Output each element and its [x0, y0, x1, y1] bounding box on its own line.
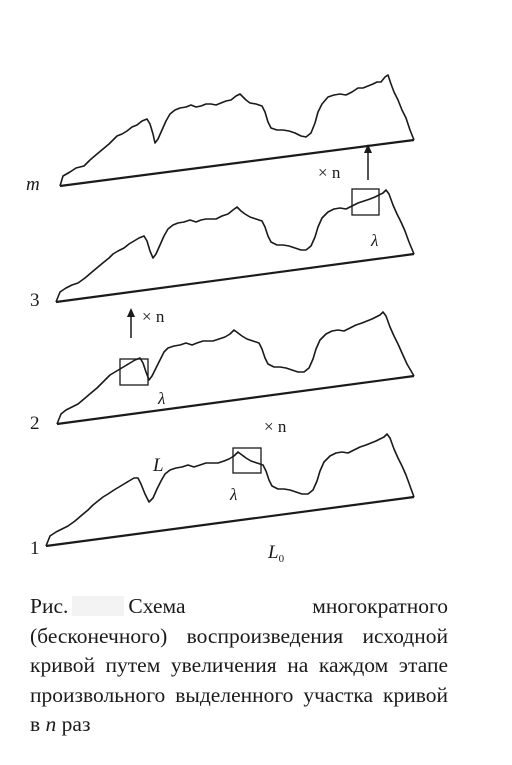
curve-2: [57, 312, 414, 424]
stage-2: [30, 312, 414, 436]
baseline-2: [57, 376, 414, 424]
stage-label-m: m: [26, 174, 40, 195]
caption-prefix: Рис.: [30, 594, 69, 618]
caption-n: n: [45, 712, 57, 736]
stage-label-3: 3: [30, 290, 40, 311]
caption-text: Схема многократного (бесконечного) воспроизведения исходной кривой путем увеличения на каждом этапе произвольного выделенного участка кривой в: [30, 594, 448, 736]
magnify-label-m: × n: [318, 163, 341, 182]
figure-caption: [30, 592, 448, 740]
baseline-1: [46, 497, 414, 546]
up-arrow-head-2: [127, 308, 135, 317]
lambda-label-1: λ: [230, 485, 238, 504]
lambda-label-3: λ: [371, 231, 379, 250]
curve-3: [56, 190, 414, 302]
caption-suffix: раз: [56, 712, 91, 736]
baseline-3: [56, 254, 414, 302]
figure-number-blank: [72, 596, 124, 616]
magnify-label-1: × n: [264, 417, 287, 436]
stage-1: [30, 434, 414, 565]
stage-label-2: 2: [30, 413, 40, 434]
stage-3: [30, 189, 414, 311]
baseline-m: [60, 140, 414, 186]
stage-label-1: 1: [30, 538, 40, 559]
lambda-label-2: λ: [158, 389, 166, 408]
baseline-label-L0: $L_0$: [268, 542, 285, 565]
curve-m: [60, 75, 414, 186]
stage-m: [26, 75, 414, 195]
curve-label-L: L: [153, 455, 164, 476]
magnify-arrow-2-to-3: [127, 307, 165, 338]
selection-box-3: [352, 189, 379, 215]
magnify-label-2: × n: [142, 307, 165, 326]
